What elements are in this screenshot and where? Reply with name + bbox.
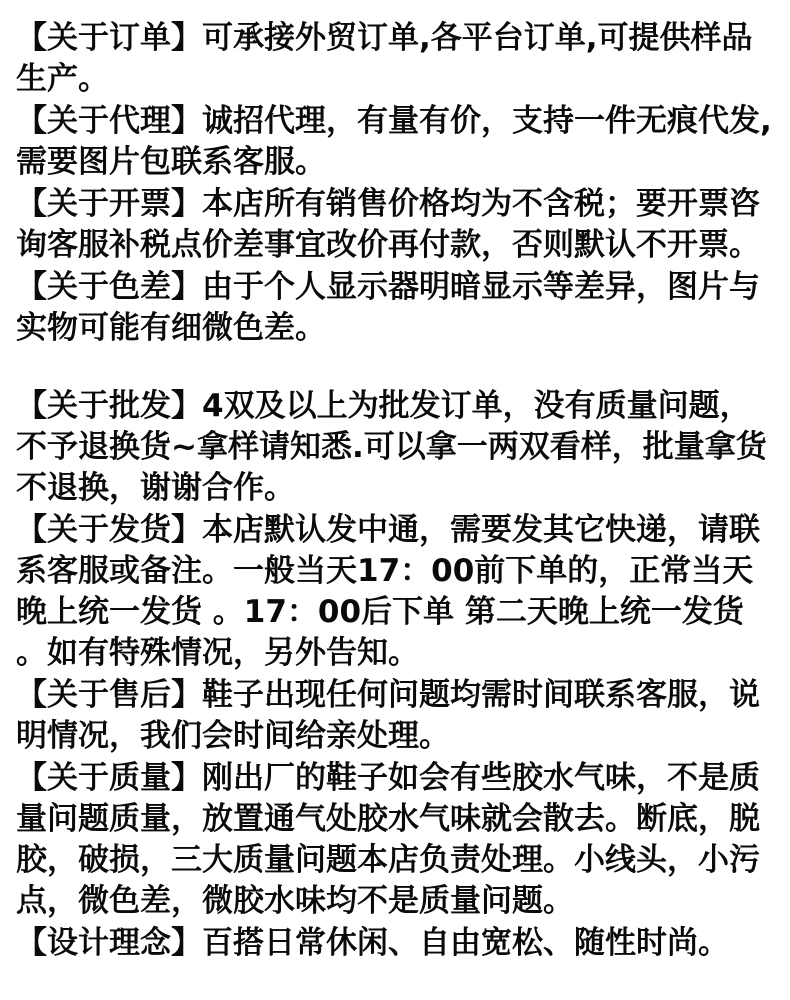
policy-paragraph-about-order: 【关于订单】可承接外贸订单,各平台订单,可提供样品生产。 xyxy=(16,20,753,97)
policy-group-primary xyxy=(16,18,774,349)
policy-paragraph-about-after-sales: 【关于售后】鞋子出现任何问题均需时间联系客服，说明情况，我们会时间给亲处理。 xyxy=(16,677,760,754)
policy-paragraph-about-invoice: 【关于开票】本店所有销售价格均为不含税；要开票咨询客服补税点价差事宜改价再付款，否则默认不开票。 xyxy=(16,186,760,263)
policy-paragraph-about-quality: 【关于质量】刚出厂的鞋子如会有些胶水气味，不是质量问题质量，放置通气处胶水气味就会散去。断底，脱胶，破损，三大质量问题本店负责处理。小线头，小污点，微色差，微胶水味均不是质量问题。 xyxy=(16,760,760,919)
policy-group-secondary xyxy=(16,386,774,964)
policy-paragraph-about-shipping: 【关于发货】本店默认发中通，需要发其它快递，请联系客服或备注。一般当天17：00前下单的，正常当天晚上统一发货 。17：00后下单 第二天晚上统一发货 。如有特殊情况，另外告知。 xyxy=(16,512,760,671)
policy-paragraph-about-color-difference: 【关于色差】由于个人显示器明暗显示等差异，图片与实物可能有细微色差。 xyxy=(16,269,760,346)
policy-paragraph-design-concept: 【设计理念】百搭日常休闲、自由宽松、随性时尚。 xyxy=(16,925,729,961)
policy-paragraph-about-agent: 【关于代理】诚招代理，有量有价，支持一件无痕代发,需要图片包联系客服。 xyxy=(16,103,772,180)
section-spacer xyxy=(16,350,774,386)
policy-paragraph-about-wholesale: 【关于批发】4双及以上为批发订单，没有质量问题，不予退换货~拿样请知悉.可以拿一两双看样，批量拿货不退换，谢谢合作。 xyxy=(16,388,767,506)
